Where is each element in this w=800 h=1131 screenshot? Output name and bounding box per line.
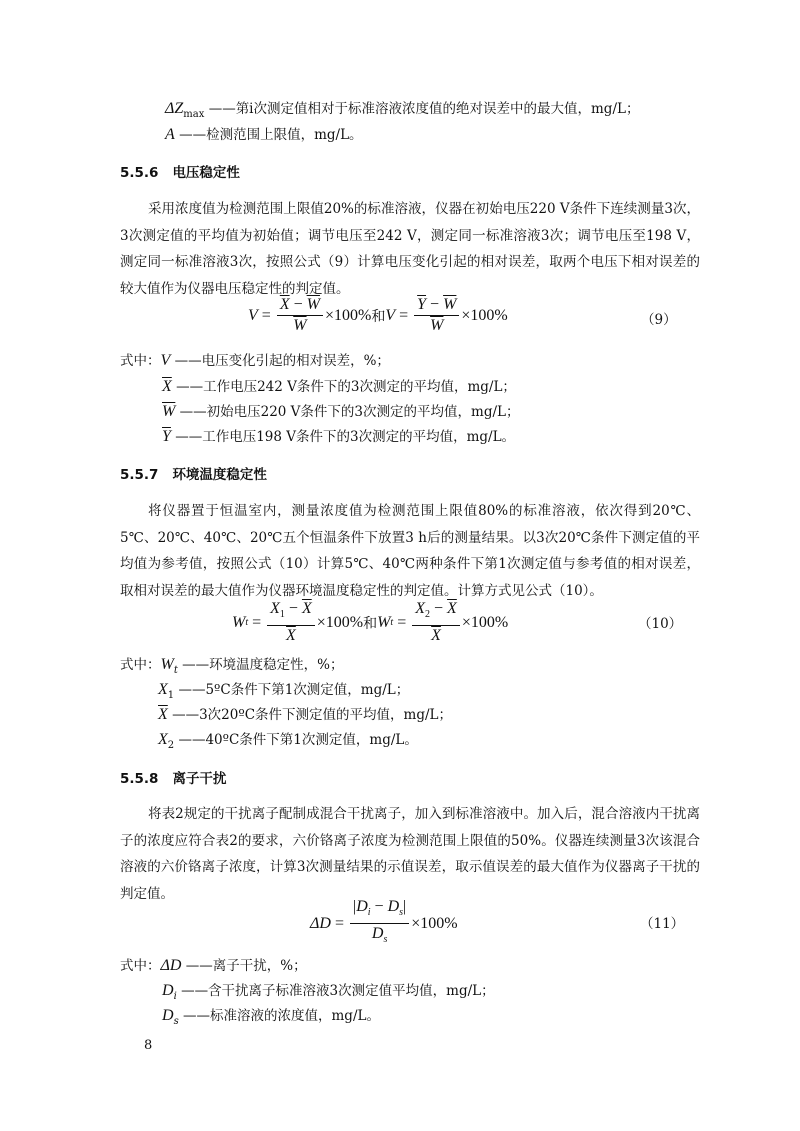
- def-text: ——标准溶液的浓度值，mg/L。: [183, 1008, 380, 1024]
- def-text: ——3次20ºC条件下测定值的平均值，mg/L；: [172, 707, 452, 723]
- where-label: 式中：: [120, 657, 161, 673]
- def-text: ——工作电压198 V条件下的3次测定的平均值，mg/L。: [175, 429, 516, 445]
- section-title: 离子干扰: [172, 771, 227, 787]
- def-text: ——40ºC条件下第1次测定值，mg/L。: [178, 732, 418, 748]
- def-delta-z-max: $\Delta Z_{max}$ ——第i次测定值相对于标准溶液浓度值的绝对误差中的最大值，mg/L；: [165, 100, 640, 120]
- def-a: A ——检测范围上限值，mg/L。: [165, 126, 363, 143]
- def-wt: 式中：$W_t$ ——环境温度稳定性，%；: [120, 656, 344, 676]
- def-v: 式中：V ——电压变化引起的相对误差，%；: [120, 352, 390, 369]
- section-number: 5.5.8: [120, 771, 159, 787]
- formula-11: ΔD = $\frac{|D_i - D_s|}{D_s}$ ×100%: [310, 898, 458, 945]
- def-x-bar-2: $\overline{X}$ ——3次20ºC条件下测定值的平均值，mg/L；: [158, 706, 452, 723]
- formula-10: W t = $\frac{X_1 - \overline{X}}{X}$ ×100% 和 W t = $\frac{X_2 - \overline{X}}{X}$ ×100%: [232, 600, 509, 644]
- section-title: 电压稳定性: [172, 165, 240, 181]
- def-di: $D_i$ ——含干扰离子标准溶液3次测定值平均值，mg/L；: [162, 982, 495, 1002]
- section-heading-556: [120, 161, 240, 181]
- where-label: 式中：: [120, 958, 161, 974]
- equation-number: （11）: [640, 916, 685, 932]
- paragraph-556: 采用浓度值为检测范围上限值20%的标准溶液，仪器在初始电压220 V条件下连续测量3次，3次测定值的平均值为初始值；调节电压至242 V，测定同一标准溶液3次；调节电压至198 V，测定同一标准溶液3次，按照公式（9）计算电压变化引起的相对误差，取两个电压下相对误差的较大值作为仪器电压稳定性的判定值。: [120, 201, 700, 297]
- def-text: ——工作电压242 V条件下的3次测定的平均值，mg/L；: [176, 379, 516, 395]
- paragraph-557: 将仪器置于恒温室内，测量浓度值为检测范围上限值80%的标准溶液，依次得到20℃、5℃、20℃、40℃、20℃五个恒温条件下放置3 h后的测量结果。以3次20℃条件下测定值的平均值为参考值，按照公式（10）计算5℃、40℃两种条件下第1次测定值与参考值的相对误差，取相对误差的最大值作为仪器环境温度稳定性的判定值。计算方式见公式（10）。: [120, 503, 700, 599]
- def-text: ——离子干扰，%；: [185, 958, 307, 974]
- section-heading-558: [120, 767, 226, 787]
- equation-number: （9）: [641, 312, 677, 328]
- def-text: ——含干扰离子标准溶液3次测定值平均值，mg/L；: [181, 983, 495, 999]
- def-text: ——电压变化引起的相对误差，%；: [174, 353, 390, 369]
- def-text: ——5ºC条件下第1次测定值，mg/L；: [178, 682, 410, 698]
- def-ds: $D_s$ ——标准溶液的浓度值，mg/L。: [162, 1007, 380, 1027]
- def-y-bar: $\overline{Y}$ ——工作电压198 V条件下的3次测定的平均值，mg/L。: [162, 428, 516, 445]
- paragraph-558: 将表2规定的干扰离子配制成混合干扰离子，加入到标准溶液中。加入后，混合溶液内干扰离子的浓度应符合表2的要求，六价铬离子浓度为检测范围上限值的50%。仪器连续测量3次该混合溶液的六价铬离子浓度，计算3次测量结果的示值误差，取示值误差的最大值作为仪器离子干扰的判定值。: [120, 806, 700, 902]
- page-number: 8: [144, 1038, 153, 1053]
- equation-number: （10）: [638, 616, 683, 632]
- def-delta-d: 式中：ΔD ——离子干扰，%；: [120, 957, 307, 974]
- def-x1: $X_1$ ——5ºC条件下第1次测定值，mg/L；: [158, 681, 410, 701]
- section-number: 5.5.6: [120, 165, 159, 181]
- def-w-bar: $\overline{W}$ ——初始电压220 V条件下的3次测定的平均值，mg/L；: [162, 403, 520, 420]
- def-text: ——第i次测定值相对于标准溶液浓度值的绝对误差中的最大值，mg/L；: [208, 101, 640, 117]
- formula-and: 和: [363, 615, 378, 632]
- formula-and: 和: [371, 308, 386, 325]
- def-x-bar: $\overline{X}$ ——工作电压242 V条件下的3次测定的平均值，mg/L；: [162, 378, 516, 395]
- section-heading-557: [120, 463, 267, 483]
- def-text: ——环境温度稳定性，%；: [182, 657, 344, 673]
- formula-9: V = $\frac{\overline{X} - \overline{W}}{W}$ ×100% 和 V = $\frac{\overline{Y} - \overline{W}}{W}$ ×100%: [248, 296, 508, 334]
- section-number: 5.5.7: [120, 467, 159, 483]
- where-label: 式中：: [120, 353, 161, 369]
- def-text: ——初始电压220 V条件下的3次测定的平均值，mg/L；: [179, 404, 520, 420]
- section-title: 环境温度稳定性: [172, 467, 267, 483]
- def-text: ——检测范围上限值，mg/L。: [179, 127, 363, 143]
- def-x2: $X_2$ ——40ºC条件下第1次测定值，mg/L。: [158, 731, 418, 751]
